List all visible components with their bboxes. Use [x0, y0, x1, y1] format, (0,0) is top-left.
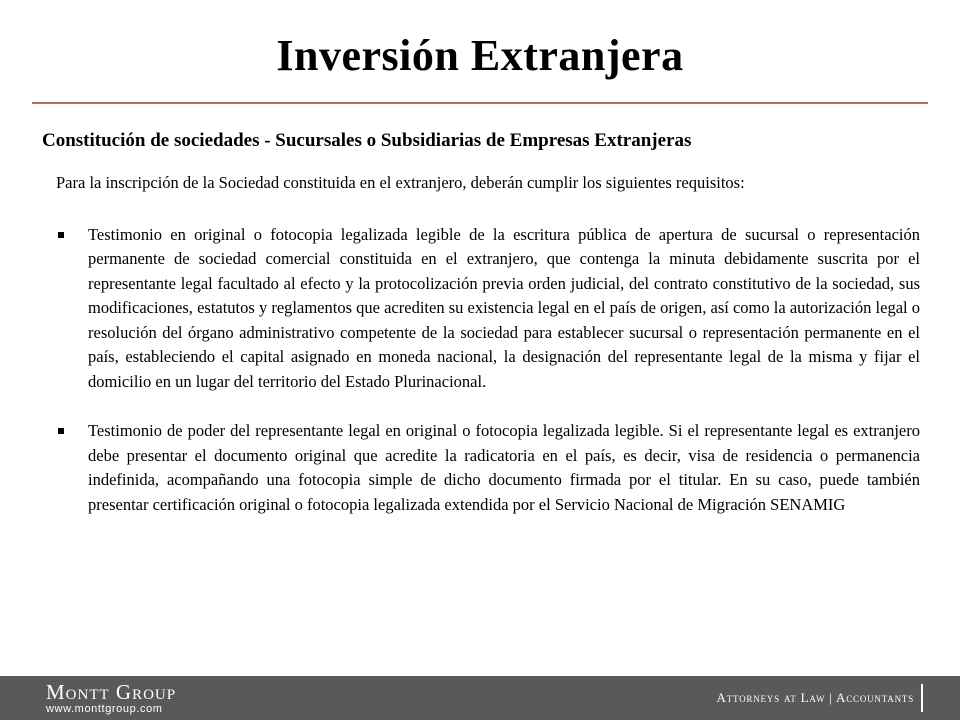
footer-tagline: Attorneys at Law | Accountants — [716, 690, 914, 705]
vertical-bar-icon — [921, 684, 923, 712]
title-divider — [32, 102, 928, 104]
bullet-item — [56, 419, 920, 517]
footer-bar — [0, 676, 960, 720]
slide-body — [56, 171, 920, 542]
website-url: www.monttgroup.com — [46, 703, 163, 715]
intro-paragraph: Para la inscripción de la Sociedad constituida en el extranjero, deberán cumplir los siguientes requisitos: — [56, 173, 745, 192]
square-bullet-icon — [58, 428, 64, 434]
square-bullet-icon — [58, 232, 64, 238]
section-heading: Constitución de sociedades - Sucursales o Subsidiarias de Empresas Extranjeras — [42, 130, 692, 151]
brand-logo: Montt Group — [46, 680, 177, 704]
bullet-item — [56, 223, 920, 395]
bullet-text: Testimonio de poder del representante legal en original o fotocopia legalizada legible. Si el representante legal es extranjero debe presentar el documento original que acredite la radicatoria en el país, es decir, visa de residencia o permanencia indefinida, acompañando una fotocopia simple de dicho documento firmada por el titular. En su caso, puede también presentar certificación original o fotocopia legalizada extendida por el Servicio Nacional de Migración SENAMIG — [88, 421, 920, 514]
bullet-text: Testimonio en original o fotocopia legalizada legible de la escritura pública de apertura de sucursal o representación permanente de sociedad comercial constituida en el extranjero, que contenga la minuta debidamente suscrita por el representante legal facultado al efecto y la protocolización previa orden judicial, del contrato constitutivo de la sociedad, sus modificaciones, estatutos y reglamentos que acrediten su existencia legal en el país de origen, así como la autorización legal o resolución del órgano administrativo competente de la sociedad para establecer sucursal o representación permanente en el país, estableciendo el capital asignado en moneda nacional, la designación del representante legal de la misma y fijar el domicilio en un lugar del territorio del Estado Plurinacional. — [88, 224, 920, 391]
slide-title: Inversión Extranjera — [276, 31, 684, 80]
